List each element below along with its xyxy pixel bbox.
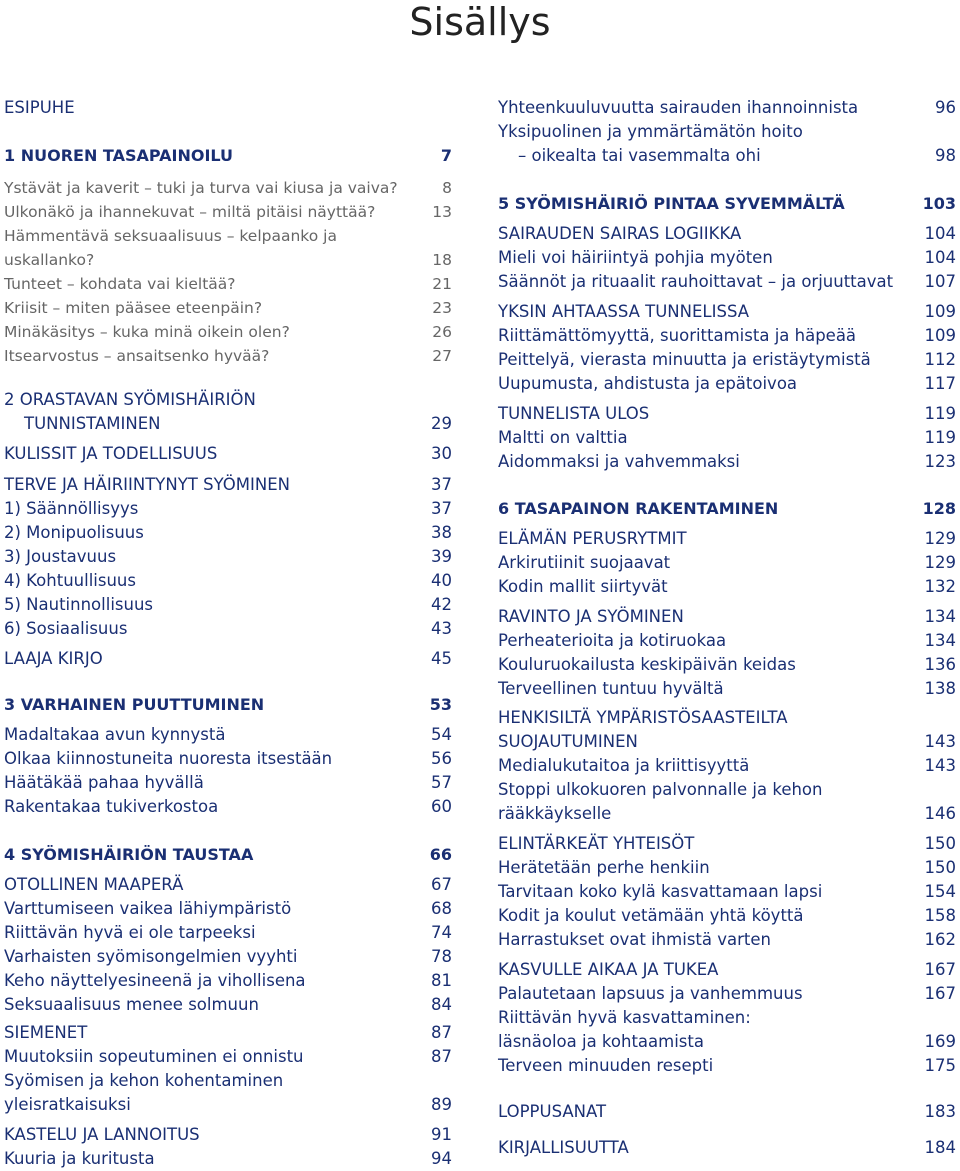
toc-entry-page: 143 (924, 756, 956, 775)
toc-entry-page: 89 (431, 1095, 452, 1114)
toc-entry-title: Kodin mallit siirtyvät (498, 577, 668, 596)
toc-entry-title: Kouluruokailusta keskipäivän keidas (498, 655, 796, 674)
toc-entry[interactable] (498, 730, 956, 754)
toc-entry-page: 98 (935, 146, 956, 165)
toc-entry[interactable] (498, 575, 956, 599)
toc-entry[interactable] (4, 647, 452, 671)
toc-entry[interactable] (4, 897, 452, 921)
toc-entry-title: SAIRAUDEN SAIRAS LOGIIKKA (498, 224, 742, 243)
toc-entry[interactable] (498, 677, 956, 701)
toc-entry[interactable] (4, 176, 452, 200)
toc-entry-title: Säännöt ja rituaalit rauhoittavat – ja orjuuttavat (498, 272, 894, 291)
toc-entry-page: 109 (924, 326, 956, 345)
toc-entry-page: 107 (924, 272, 956, 291)
toc-entry-title: 4) Kohtuullisuus (4, 571, 136, 590)
toc-entry-title: Ystävät ja kaverit – tuki ja turva vai kiusa ja vaiva? (4, 179, 398, 197)
toc-entry-page: 53 (429, 695, 452, 714)
toc-entry[interactable] (498, 324, 956, 348)
toc-entry-title: Peittelyä, vierasta minuutta ja eristäytymistä (498, 350, 871, 369)
page-title: Sisällys (409, 0, 551, 44)
toc-entry-title: Varttumiseen vaikea lähiympäristö (4, 899, 292, 918)
toc-entry-title: ELINTÄRKEÄT YHTEISÖT (498, 834, 695, 853)
toc-entry-title: HENKISILTÄ YMPÄRISTÖSAASTEILTA (498, 708, 788, 727)
toc-entry-title: – oikealta tai vasemmalta ohi (518, 146, 761, 165)
toc-entry-title: Minäkäsitys – kuka minä oikein olen? (4, 323, 290, 341)
toc-entry-page: 74 (431, 923, 452, 942)
toc-entry[interactable] (498, 372, 956, 396)
toc-entry[interactable] (4, 1093, 452, 1117)
toc-entry[interactable] (4, 344, 452, 368)
toc-entry-page: 132 (924, 577, 956, 596)
toc-entry[interactable] (4, 412, 452, 436)
toc-entry[interactable] (498, 1136, 956, 1160)
toc-entry-page: 54 (431, 725, 452, 744)
toc-entry[interactable] (4, 747, 452, 771)
toc-entry[interactable] (4, 945, 452, 969)
toc-entry[interactable] (498, 192, 956, 216)
toc-entry[interactable] (498, 754, 956, 778)
toc-entry[interactable] (4, 1021, 452, 1045)
toc-entry-title: Medialukutaitoa ja kriittisyyttä (498, 756, 750, 775)
toc-entry-title: ESIPUHE (4, 98, 75, 117)
toc-entry[interactable] (498, 426, 956, 450)
toc-entry-page: 78 (431, 947, 452, 966)
toc-entry[interactable] (498, 928, 956, 952)
toc-entry-page: 37 (431, 475, 452, 494)
toc-entry-page: 87 (431, 1023, 452, 1042)
toc-entry[interactable] (4, 569, 452, 593)
toc-entry-title: 2) Monipuolisuus (4, 523, 144, 542)
toc-entry-page: 129 (924, 529, 956, 548)
toc-entry-page: 8 (442, 179, 452, 197)
toc-entry-page: 26 (432, 323, 452, 341)
toc-entry-title: KULISSIT JA TODELLISUUS (4, 444, 218, 463)
toc-entry[interactable] (4, 921, 452, 945)
toc-entry-title: 1 NUOREN TASAPAINOILU (4, 146, 234, 165)
toc-entry-title: Terveen minuuden resepti (498, 1056, 714, 1075)
toc-entry-title: Yksipuolinen ja ymmärtämätön hoito (498, 122, 803, 141)
toc-entry[interactable] (498, 802, 956, 826)
toc-entry-page: 94 (431, 1149, 452, 1168)
toc-entry-page: 117 (924, 374, 956, 393)
toc-entry-page: 40 (431, 571, 452, 590)
toc-entry-page: 109 (924, 302, 956, 321)
toc-entry-page: 91 (431, 1125, 452, 1144)
toc-entry-page: 30 (431, 444, 452, 463)
toc-entry[interactable] (498, 1006, 956, 1030)
toc-entry[interactable] (4, 200, 452, 224)
toc-entry[interactable] (498, 1100, 956, 1124)
toc-entry-page: 13 (432, 203, 452, 221)
toc-entry-title: 3) Joustavuus (4, 547, 117, 566)
toc-entry-page: 119 (924, 404, 956, 423)
toc-entry-page: 183 (924, 1102, 956, 1121)
toc-entry-page: 154 (924, 882, 956, 901)
toc-entry-title: 2 ORASTAVAN SYÖMISHÄIRIÖN (4, 390, 256, 409)
toc-entry[interactable] (498, 904, 956, 928)
toc-entry-page: 7 (440, 146, 452, 165)
toc-entry-title: läsnäoloa ja kohtaamista (498, 1032, 704, 1051)
toc-entry[interactable] (4, 320, 452, 344)
toc-entry[interactable] (4, 1069, 452, 1093)
toc-entry-title: Madaltakaa avun kynnystä (4, 725, 226, 744)
toc-entry[interactable] (498, 958, 956, 982)
toc-entry[interactable] (498, 120, 956, 144)
toc-entry-title: 4 SYÖMISHÄIRIÖN TAUSTAA (4, 845, 254, 864)
toc-entry-title: Terveellinen tuntuu hyvältä (498, 679, 724, 698)
toc-entry-page: 18 (432, 251, 452, 269)
toc-entry-title: Tarvitaan koko kylä kasvattamaan lapsi (498, 882, 823, 901)
toc-entry-page: 134 (924, 607, 956, 626)
toc-entry-title: Uupumusta, ahdistusta ja epätoivoa (498, 374, 798, 393)
toc-entry-title: OTOLLINEN MAAPERÄ (4, 875, 184, 894)
toc-entry-title: Seksuaalisuus menee solmuun (4, 995, 259, 1014)
toc-entry-title: Itsearvostus – ansaitsenko hyvää? (4, 347, 270, 365)
toc-entry[interactable] (498, 880, 956, 904)
toc-entry-title: Kuuria ja kuritusta (4, 1149, 155, 1168)
toc-entry-page: 128 (922, 499, 956, 518)
toc-entry[interactable] (4, 969, 452, 993)
toc-entry[interactable] (4, 1123, 452, 1147)
toc-entry-title: Riittämättömyyttä, suorittamista ja häpeää (498, 326, 857, 345)
toc-entry-title: Arkirutiinit suojaavat (498, 553, 671, 572)
toc-entry[interactable] (4, 771, 452, 795)
toc-entry[interactable] (4, 1147, 452, 1171)
toc-entry-page: 37 (431, 499, 452, 518)
toc-entry-title: Muutoksiin sopeutuminen ei onnistu (4, 1047, 304, 1066)
toc-entry[interactable] (498, 450, 956, 474)
toc-entry[interactable] (498, 348, 956, 372)
toc-entry-title: ELÄMÄN PERUSRYTMIT (498, 529, 687, 548)
toc-entry-page: 162 (924, 930, 956, 949)
toc-entry-page: 184 (924, 1138, 956, 1157)
toc-entry-title: SIEMENET (4, 1023, 88, 1042)
toc-entry[interactable] (498, 497, 956, 521)
toc-entry[interactable] (498, 1054, 956, 1078)
toc-entry[interactable] (498, 246, 956, 270)
toc-entry-title: 3 VARHAINEN PUUTTUMINEN (4, 695, 265, 714)
toc-entry-page: 134 (924, 631, 956, 650)
toc-entry-title: KASVULLE AIKAA JA TUKEA (498, 960, 719, 979)
toc-entry[interactable] (498, 605, 956, 629)
toc-entry-title: 1) Säännöllisyys (4, 499, 139, 518)
toc-entry-title: Perheaterioita ja kotiruokaa (498, 631, 727, 650)
toc-entry-title: YKSIN AHTAASSA TUNNELISSA (498, 302, 750, 321)
toc-entry-page: 27 (432, 347, 452, 365)
toc-entry-title: LOPPUSANAT (498, 1102, 607, 1121)
toc-entry[interactable] (498, 300, 956, 324)
toc-entry-page: 123 (924, 452, 956, 471)
toc-entry[interactable] (498, 1030, 956, 1054)
toc-entry-page: 81 (431, 971, 452, 990)
toc-entry[interactable] (498, 856, 956, 880)
toc-entry-page: 143 (924, 732, 956, 751)
toc-entry-page: 84 (431, 995, 452, 1014)
toc-entry-page: 136 (924, 655, 956, 674)
toc-entry[interactable] (498, 653, 956, 677)
toc-entry-page: 87 (431, 1047, 452, 1066)
toc-entry-page: 57 (431, 773, 452, 792)
toc-entry-page: 21 (432, 275, 452, 293)
toc-entry-title: yleisratkaisuksi (4, 1095, 131, 1114)
toc-entry[interactable] (4, 1045, 452, 1069)
toc-entry-page: 29 (431, 414, 452, 433)
toc-entry[interactable] (4, 617, 452, 641)
toc-entry-title: Rakentakaa tukiverkostoa (4, 797, 219, 816)
toc-entry-title: 5) Nautinnollisuus (4, 595, 154, 614)
toc-entry-page: 60 (431, 797, 452, 816)
toc-entry[interactable] (4, 442, 452, 466)
toc-entry-title: KIRJALLISUUTTA (498, 1138, 629, 1157)
toc-entry-title: KASTELU JA LANNOITUS (4, 1125, 200, 1144)
toc-entry-page: 146 (924, 804, 956, 823)
toc-entry-title: Keho näyttelyesineenä ja vihollisena (4, 971, 306, 990)
toc-entry-title: Aidommaksi ja vahvemmaksi (498, 452, 740, 471)
toc-entry-title: Varhaisten syömisongelmien vyyhti (4, 947, 298, 966)
toc-entry[interactable] (498, 527, 956, 551)
toc-entry[interactable] (498, 706, 956, 730)
toc-entry-title: Tunteet – kohdata vai kieltää? (4, 275, 236, 293)
toc-entry-page: 66 (429, 845, 452, 864)
toc-entry-page: 103 (922, 194, 956, 213)
toc-entry[interactable] (4, 296, 452, 320)
toc-entry-page: 167 (924, 960, 956, 979)
toc-entry-title: RAVINTO JA SYÖMINEN (498, 607, 684, 626)
toc-entry[interactable] (4, 873, 452, 897)
toc-entry[interactable] (4, 473, 452, 497)
toc-entry-title: Kriisit – miten pääsee eteenpäin? (4, 299, 263, 317)
toc-entry-title: Riittävän hyvä kasvattaminen: (498, 1008, 751, 1027)
toc-entry-page: 150 (924, 834, 956, 853)
toc-entry-title: Ulkonäkö ja ihannekuvat – miltä pitäisi näyttää? (4, 203, 376, 221)
toc-entry-page: 119 (924, 428, 956, 447)
toc-entry-title: 6) Sosiaalisuus (4, 619, 128, 638)
toc-entry[interactable] (498, 832, 956, 856)
toc-entry[interactable] (4, 248, 452, 272)
toc-entry-title: TUNNELISTA ULOS (498, 404, 650, 423)
toc-entry-page: 158 (924, 906, 956, 925)
toc-entry-page: 42 (431, 595, 452, 614)
toc-entry-page: 68 (431, 899, 452, 918)
toc-entry-title: rääkkäykselle (498, 804, 612, 823)
toc-entry-title: Olkaa kiinnostuneita nuoresta itsestään (4, 749, 333, 768)
toc-entry-page: 129 (924, 553, 956, 572)
toc-entry-title: 5 SYÖMISHÄIRIÖ PINTAA SYVEMMÄLTÄ (498, 194, 845, 213)
toc-entry[interactable] (4, 272, 452, 296)
toc-entry[interactable] (498, 629, 956, 653)
toc-entry-title: Harrastukset ovat ihmistä varten (498, 930, 771, 949)
toc-entry[interactable] (4, 224, 452, 248)
toc-entry-title: TUNNISTAMINEN (24, 414, 161, 433)
toc-entry-title: Kodit ja koulut vetämään yhtä köyttä (498, 906, 804, 925)
toc-entry[interactable] (4, 521, 452, 545)
toc-entry[interactable] (4, 593, 452, 617)
toc-entry[interactable] (498, 402, 956, 426)
toc-entry-page: 45 (431, 649, 452, 668)
toc-entry-title: 6 TASAPAINON RAKENTAMINEN (498, 499, 779, 518)
toc-entry-page: 43 (431, 619, 452, 638)
toc-entry[interactable] (498, 222, 956, 246)
toc-entry-page: 112 (924, 350, 956, 369)
toc-entry-title: Maltti on valttia (498, 428, 628, 447)
toc-entry-title: Yhteenkuuluvuutta sairauden ihannoinnista (498, 98, 859, 117)
toc-entry-title: Stoppi ulkokuoren palvonnalle ja kehon (498, 780, 823, 799)
toc-entry[interactable] (498, 270, 956, 294)
toc-entry[interactable] (4, 723, 452, 747)
toc-entry[interactable] (4, 96, 452, 120)
toc-entry-title: Syömisen ja kehon kohentaminen (4, 1071, 284, 1090)
toc-entry[interactable] (498, 144, 956, 168)
toc-entry-page: 175 (924, 1056, 956, 1075)
toc-entry-page: 67 (431, 875, 452, 894)
toc-entry[interactable] (4, 693, 452, 717)
toc-entry[interactable] (498, 982, 956, 1006)
toc-entry-title: SUOJAUTUMINEN (498, 732, 638, 751)
toc-entry-title: Hämmentävä seksuaalisuus – kelpaanko ja (4, 227, 337, 245)
toc-entry[interactable] (4, 497, 452, 521)
toc-entry[interactable] (498, 778, 956, 802)
toc-entry-title: Riittävän hyvä ei ole tarpeeksi (4, 923, 256, 942)
toc-entry-page: 169 (924, 1032, 956, 1051)
toc-entry-page: 23 (432, 299, 452, 317)
toc-entry[interactable] (4, 993, 452, 1017)
toc-entry-title: Mieli voi häiriintyä pohjia myöten (498, 248, 773, 267)
toc-entry[interactable] (4, 545, 452, 569)
toc-entry-title: LAAJA KIRJO (4, 649, 103, 668)
toc-entry-page: 38 (431, 523, 452, 542)
toc-entry[interactable] (498, 96, 956, 120)
toc-entry-title: Palautetaan lapsuus ja vanhemmuus (498, 984, 803, 1003)
toc-entry-title: Herätetään perhe henkiin (498, 858, 710, 877)
toc-entry[interactable] (4, 144, 452, 168)
toc-entry[interactable] (4, 795, 452, 819)
toc-entry-page: 167 (924, 984, 956, 1003)
toc-entry[interactable] (498, 551, 956, 575)
toc-entry-title: Häätäkää pahaa hyvällä (4, 773, 204, 792)
toc-entry-page: 96 (935, 98, 956, 117)
toc-entry[interactable] (4, 843, 452, 867)
toc-entry-page: 39 (431, 547, 452, 566)
toc-entry-title: uskallanko? (4, 251, 95, 269)
toc-entry[interactable] (4, 388, 452, 412)
toc-entry-page: 104 (924, 248, 956, 267)
toc-entry-page: 56 (431, 749, 452, 768)
toc-entry-page: 138 (924, 679, 956, 698)
toc-entry-page: 104 (924, 224, 956, 243)
toc-entry-page: 150 (924, 858, 956, 877)
toc-entry-title: TERVE JA HÄIRIINTYNYT SYÖMINEN (4, 475, 290, 494)
